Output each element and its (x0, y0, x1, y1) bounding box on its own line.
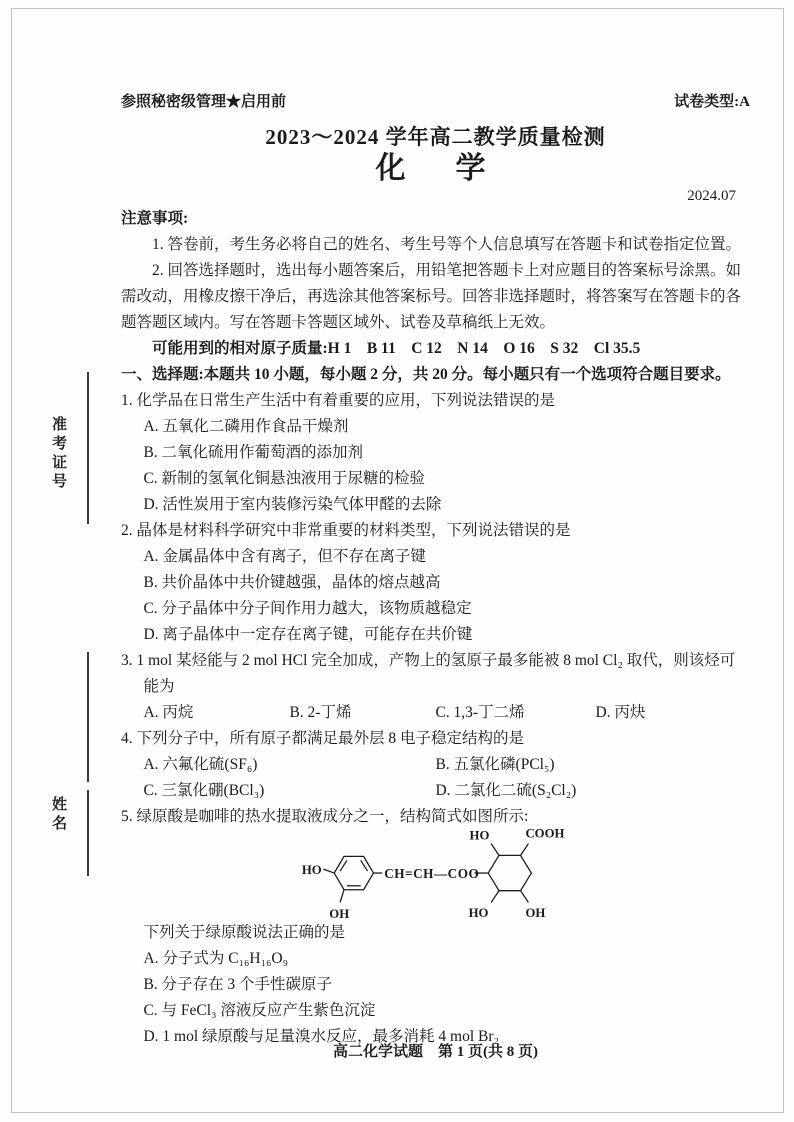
name-blank-line (87, 790, 89, 876)
question-4 (121, 726, 750, 804)
question-4-option-d: D. 二氯化二硫(S₂Cl₂) (435, 782, 577, 799)
exam-title: 2023～2024 学年高二教学质量检测 (265, 125, 606, 149)
question-3-option-b: B. 2-丁烯 (289, 704, 352, 721)
subject-title: 化 学 (375, 152, 496, 185)
question-3-option-c: C. 1,3-丁二烯 (435, 704, 525, 721)
ho-label-bottom: HO (468, 906, 489, 921)
exam-date: 2024.07 (687, 188, 736, 204)
question-3-option-d: D. 丙炔 (595, 704, 646, 721)
atomic-mass-line: 可能用到的相对原子质量:H 1 B 11 C 12 N 14 O 16 S 32 Cl 35.5 (152, 340, 641, 357)
question-1-option-c: C. 新制的氢氧化铜悬浊液用于尿糖的检验 (143, 470, 426, 487)
structure-diagram (279, 824, 615, 926)
question-4-option-c: C. 三氯化硼(BCl₃) (143, 782, 265, 799)
question-2 (121, 518, 750, 648)
question-2-stem: 2. 晶体是材料科学研究中非常重要的材料类型，下列说法错误的是 (121, 522, 571, 539)
question-5-stem: 5. 绿原酸是咖啡的热水提取液成分之一，结构简式如图所示: (121, 808, 529, 825)
subject-row (121, 154, 750, 206)
question-1-option-d: D. 活性炭用于室内装修污染气体甲醛的去除 (143, 496, 442, 513)
question-3-options (121, 700, 750, 726)
exam-number-label: 准考证号 (50, 416, 66, 492)
notice-item-1: 1. 答卷前，考生务必将自己的姓名、考生号等个人信息填写在答题卡和试卷指定位置。 (152, 236, 742, 253)
notice-item-2: 2. 回答选择题时，选出每小题答案后，用铅笔把答题卡上对应题目的答案标号涂黑。如需改动，用橡皮擦干净后，再选涂其他答案标号。回答非选择题时，将答案写在答题卡的各题答题区域内。写在答题卡答题区域外、试卷及草稿纸上无效。 (121, 262, 742, 331)
seal-blank-line (87, 652, 89, 782)
chlorogenic-acid-structure (279, 824, 750, 920)
oh-label-benzene: OH (329, 907, 350, 922)
oh-label-bottom: OH (525, 906, 546, 921)
question-5-option-b: B. 分子存在 3 个手性碳原子 (143, 976, 333, 993)
question-4-option-b: B. 五氯化磷(PCl₅) (435, 756, 555, 773)
question-5-option-a: A. 分子式为 C₁₆H₁₆O₉ (143, 950, 289, 967)
question-5-option-c: C. 与 FeCl₃ 溶液反应产生紫色沉淀 (143, 1002, 376, 1019)
question-3 (121, 648, 750, 726)
section-heading: 一、选择题:本题共 10 小题，每小题 2 分，共 20 分。每小题只有一个选项符合题目要求。 (121, 366, 731, 383)
question-4-options (121, 752, 750, 804)
question-2-option-b: B. 共价晶体中共价键越强，晶体的熔点越高 (143, 574, 441, 591)
notice-heading: 注意事项: (121, 210, 189, 227)
top-header-row (121, 92, 750, 112)
question-1 (121, 388, 750, 518)
question-5-option-d: D. 1 mol 绿原酸与足量溴水反应，最多消耗 4 mol Br₂ (143, 1028, 499, 1045)
name-label: 姓名 (50, 796, 66, 834)
exam-number-blank-line (87, 372, 89, 524)
question-2-option-a: A. 金属晶体中含有离子，但不存在离子键 (143, 548, 426, 565)
question-4-stem: 4. 下列分子中，所有原子都满足最外层 8 电子稳定结构的是 (121, 730, 525, 747)
question-3-option-a: A. 丙烷 (143, 704, 194, 721)
security-notice: 参照秘密级管理★启用前 (121, 94, 287, 110)
ho-label-top: HO (469, 828, 490, 843)
paper-type: 试卷类型:A (674, 94, 750, 110)
question-2-option-c: C. 分子晶体中分子间作用力越大，该物质越稳定 (143, 600, 472, 617)
cooh-label: COOH (525, 826, 565, 841)
question-3-stem: 3. 1 mol 某烃能与 2 mol HCl 完全加成，产物上的氢原子最多能被 8 mol Cl₂ 取代，则该烃可能为 (121, 652, 736, 695)
question-5 (121, 804, 750, 1050)
question-1-option-b: B. 二氧化硫用作葡萄酒的添加剂 (143, 444, 364, 461)
page-footer: 高二化学试题 第 1 页(共 8 页) (333, 1044, 538, 1060)
chain-label: CH=CH—COO (384, 865, 480, 881)
ho-label-benzene: HO (301, 863, 322, 878)
exam-content (121, 92, 750, 1050)
question-1-stem: 1. 化学品在日常生产生活中有着重要的应用，下列说法错误的是 (121, 392, 556, 409)
question-5-substem: 下列关于绿原酸说法正确的是 (143, 924, 345, 941)
question-1-option-a: A. 五氧化二磷用作食品干燥剂 (143, 418, 349, 435)
question-2-option-d: D. 离子晶体中一定存在离子键，可能存在共价键 (143, 626, 473, 643)
question-4-option-a: A. 六氟化硫(SF₆) (143, 756, 258, 773)
